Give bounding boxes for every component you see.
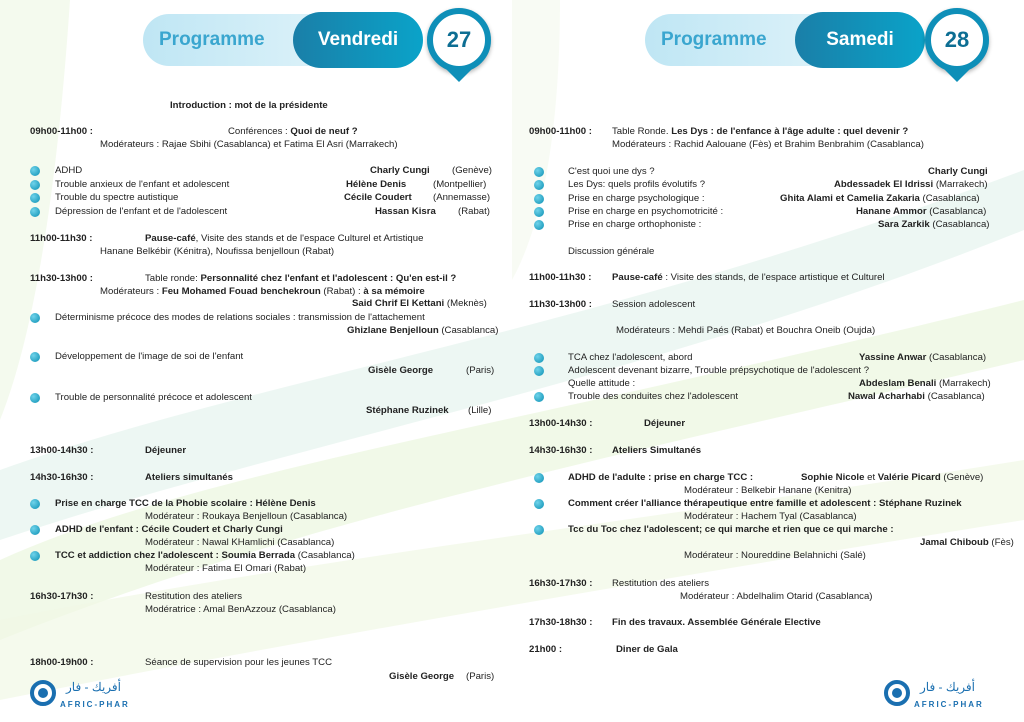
speaker: Cécile Coudert [344, 192, 412, 203]
session-title: Conférences : Quoi de neuf ? [228, 126, 358, 137]
topic: Prise en charge orthophoniste : [568, 219, 702, 230]
speaker: Gisèle George [368, 365, 434, 376]
session-time: 14h30-16h30 : [30, 472, 94, 483]
day-label: Samedi [795, 12, 925, 68]
session-time: 09h00-11h00 : [529, 126, 592, 137]
workshop-title: TCC et addiction chez l'adolescent : Soumia Berrada (Casablanca) [55, 550, 355, 561]
logo-icon [30, 680, 56, 706]
bullet-icon [534, 366, 544, 376]
moderators: Modérateurs : Mehdi Paés (Rabat) et Bouchra Oneib (Oujda) [616, 325, 876, 336]
moderator: Modérateur : Nawal KHamlichi (Casablanca) [145, 537, 335, 548]
bullet-icon [534, 499, 544, 509]
topic: C'est quoi une dys ? [568, 166, 655, 177]
session-title: Pause-café : Visite des stands, de l'espace artistique et Culturel [612, 272, 885, 283]
bullet-icon [30, 499, 40, 509]
session-title: Déjeuner [145, 445, 187, 456]
session-time: 13h00-14h30 : [30, 445, 94, 456]
programme-label: Programme [645, 14, 895, 66]
session-title: Pause-café, Visite des stands et de l'espace Culturel et Artistique [145, 233, 424, 244]
session-title: Ateliers Simultanés [612, 445, 702, 456]
saturday-header [645, 12, 1005, 72]
africphar-logo [884, 676, 994, 716]
speaker-line: Yassine Anwar (Casablanca) [859, 352, 987, 363]
bullet-icon [534, 473, 544, 483]
moderator-2: Said Chrif El Kettani (Meknès) [352, 298, 487, 309]
speaker: Hassan Kisra [375, 206, 436, 217]
session-title: Session adolescent [612, 299, 696, 310]
topic: Trouble des conduites chez l'adolescent [568, 391, 739, 402]
session-time: 17h30-18h30 : [529, 617, 593, 628]
speaker: Charly Cungi [370, 165, 430, 176]
session-detail: Hanane Belkébir (Kénitra), Noufissa benjelloun (Rabat) [100, 246, 335, 257]
moderators: Modérateurs : Rachid Aalouane (Fès) et Brahim Benbrahim (Casablanca) [612, 139, 924, 150]
session-time: 21h00 : [529, 644, 563, 655]
moderators: Modérateurs : Rajae Sbihi (Casablanca) et Fatima El Asri (Marrakech) [100, 139, 398, 150]
session-title: Restitution des ateliers [612, 578, 710, 589]
bullet-icon [30, 551, 40, 561]
speaker-line: Ghita Alami et Camelia Zakaria (Casablanca) [780, 193, 980, 204]
bullet-icon [30, 313, 40, 323]
logo-latin: AFRIC-PHAR [60, 700, 130, 709]
logo-latin: AFRIC-PHAR [914, 700, 984, 709]
speaker: Hélène Denis [346, 179, 407, 190]
workshop-title: Tcc du Toc chez l'adolescent; ce qui marche et rien que ce qui marche : [568, 524, 894, 535]
logo-icon [884, 680, 910, 706]
session-title: Ateliers simultanés [145, 472, 233, 483]
speaker-line: Abdeslam Benali (Marrakech) [859, 378, 991, 389]
speaker-line: Sara Zarkik (Casablanca) [878, 219, 990, 230]
speaker-line: Sophie Nicole et Valérie Picard (Genève) [801, 472, 984, 483]
intro-text: Introduction : mot de la présidente [170, 100, 328, 111]
session-time: 18h00-19h00 : [30, 657, 94, 668]
moderator: Modérateur : Fatima El Omari (Rabat) [145, 563, 307, 574]
saturday-program [512, 0, 1024, 722]
topic: Trouble de personnalité précoce et adolescent [55, 392, 252, 403]
date-badge: 28 [925, 8, 989, 72]
bullet-icon [30, 525, 40, 535]
speaker: Gisèle George [389, 671, 455, 682]
moderator: Modérateur : Roukaya Benjelloun (Casablanca) [145, 511, 348, 522]
topic: Prise en charge psychologique : [568, 193, 705, 204]
date-badge-pointer [943, 68, 971, 82]
africphar-logo [30, 676, 140, 716]
moderator: Modératrice : Amal BenAzzouz (Casablanca) [145, 604, 336, 615]
bullet-icon [534, 353, 544, 363]
moderator: Modérateur : Noureddine Belahnichi (Salé) [684, 550, 866, 561]
bullet-icon [534, 392, 544, 402]
moderator: Modérateur : Abdelhalim Otarid (Casablanca) [680, 591, 873, 602]
city: (Rabat) [458, 206, 490, 217]
moderator: Modérateur : Hachem Tyal (Casablanca) [684, 511, 857, 522]
bullet-icon [534, 194, 544, 204]
city: (Lille) [468, 405, 492, 416]
discussion: Discussion générale [568, 246, 655, 257]
session-time: 14h30-16h30 : [529, 445, 593, 456]
session-time: 16h30-17h30 : [529, 578, 593, 589]
session-title: Séance de supervision pour les jeunes TCC [145, 657, 333, 668]
session-time: 09h00-11h00 : [30, 126, 93, 137]
session-time: 11h00-11h30 : [30, 233, 93, 244]
logo-arabic: أفريك - فار [920, 680, 975, 694]
topic: Développement de l'image de soi de l'enfant [55, 351, 244, 362]
topic: Déterminisme précoce des modes de relations sociales : transmission de l'attachement [55, 312, 425, 323]
session-time: 11h30-13h00 : [529, 299, 592, 310]
topic-line-2: Quelle attitude : [568, 378, 636, 389]
city: (Genève) [452, 165, 492, 176]
session-title: Déjeuner [644, 418, 686, 429]
topic: Trouble du spectre autistique [55, 192, 179, 203]
topic: Trouble anxieux de l'enfant et adolescent [55, 179, 230, 190]
speaker-line: Abdessadek El Idrissi (Marrakech) [834, 179, 988, 190]
session-title: Table Ronde. Les Dys : de l'enfance à l'âge adulte : quel devenir ? [612, 126, 909, 137]
bullet-icon [30, 180, 40, 190]
logo-arabic: أفريك - فار [66, 680, 121, 694]
topic: Prise en charge en psychomotricité : [568, 206, 724, 217]
bullet-icon [30, 352, 40, 362]
city: (Paris) [466, 671, 495, 682]
workshop-title: Prise en charge TCC de la Phobie scolaire : Hélène Denis [55, 498, 316, 509]
moderators: Modérateurs : Feu Mohamed Fouad benchekroun (Rabat) : à sa mémoire [100, 286, 425, 297]
bullet-icon [30, 207, 40, 217]
topic: Adolescent devenant bizarre, Trouble prépsychotique de l'adolescent ? [568, 365, 870, 376]
session-title: Fin des travaux. Assemblée Générale Elective [612, 617, 821, 628]
bullet-icon [534, 525, 544, 535]
session-time: 11h30-13h00 : [30, 273, 93, 284]
bullet-icon [534, 167, 544, 177]
speaker: Charly Cungi [928, 166, 988, 177]
date-badge-pointer [445, 68, 473, 82]
speaker-line: Ghizlane Benjelloun (Casablanca) [347, 325, 499, 336]
bullet-icon [30, 166, 40, 176]
date-badge: 27 [427, 8, 491, 72]
programme-label: Programme [143, 14, 393, 66]
speaker-line: Nawal Acharhabi (Casablanca) [848, 391, 985, 402]
session-title: Table ronde: Personnalité chez l'enfant et l'adolescent : Qu'en est-il ? [145, 273, 457, 284]
day-label: Vendredi [293, 12, 423, 68]
topic: Dépression de l'enfant et de l'adolescent [55, 206, 228, 217]
speaker-line: Jamal Chiboub (Fès) [920, 537, 1014, 548]
bullet-icon [534, 207, 544, 217]
topic: Les Dys: quels profils évolutifs ? [568, 179, 706, 190]
topic: ADHD [55, 165, 83, 176]
session-title: Diner de Gala [616, 644, 678, 655]
city: (Paris) [466, 365, 495, 376]
session-time: 13h00-14h30 : [529, 418, 593, 429]
moderator: Modérateur : Belkebir Hanane (Kenitra) [684, 485, 852, 496]
bullet-icon [30, 193, 40, 203]
session-time: 16h30-17h30 : [30, 591, 94, 602]
topic: TCA chez l'adolescent, abord [568, 352, 693, 363]
bullet-icon [30, 393, 40, 403]
workshop-title: ADHD de l'enfant : Cécile Coudert et Charly Cungi [55, 524, 283, 535]
city: (Montpellier) [433, 179, 487, 190]
bullet-icon [534, 220, 544, 230]
speaker: Stéphane Ruzinek [366, 405, 449, 416]
workshop-title: ADHD de l'adulte : prise en charge TCC : [568, 472, 754, 483]
workshop-title: Comment créer l'alliance thérapeutique entre famille et adolescent : Stéphane Ruzinek [568, 498, 962, 509]
session-title: Restitution des ateliers [145, 591, 243, 602]
bullet-icon [534, 180, 544, 190]
session-time: 11h00-11h30 : [529, 272, 592, 283]
friday-header [143, 12, 503, 72]
city: (Annemasse) [433, 192, 491, 203]
speaker-line: Hanane Ammor (Casablanca) [856, 206, 987, 217]
